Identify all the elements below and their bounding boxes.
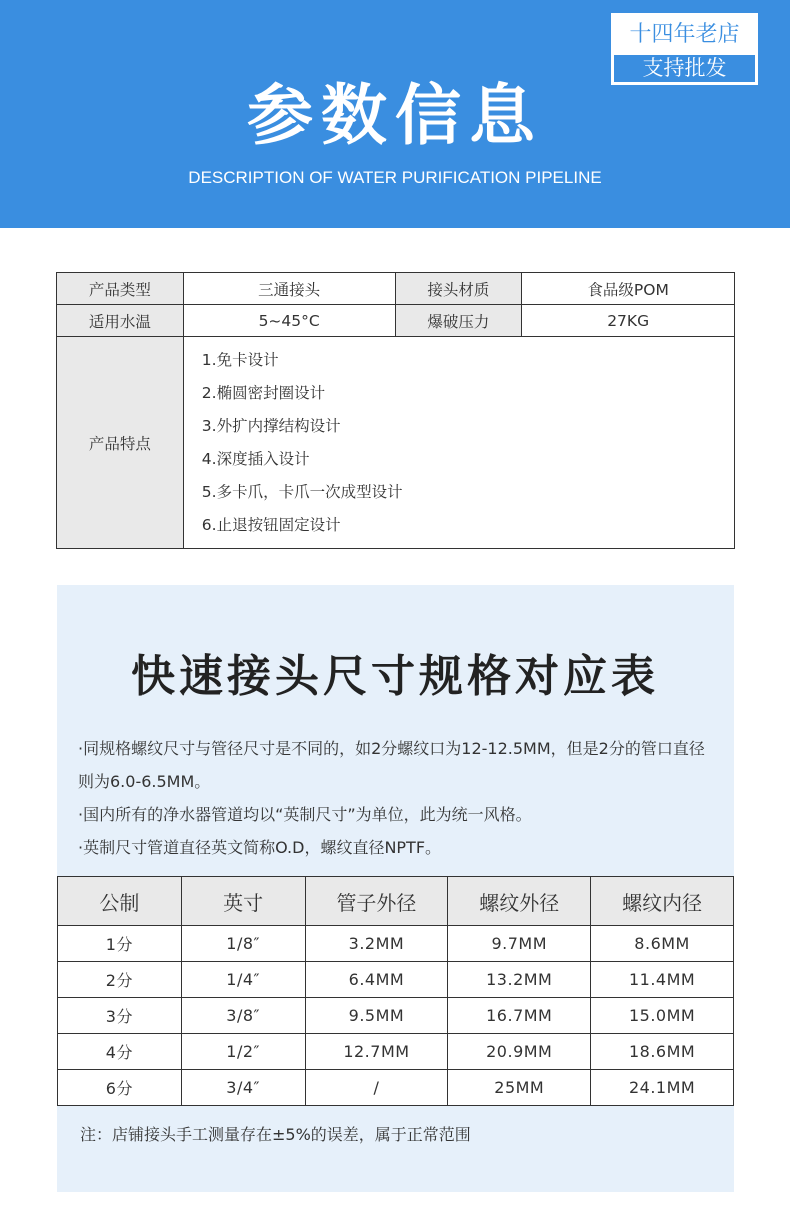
table-row [58, 962, 734, 998]
table-row [58, 998, 734, 1034]
table-cell: 15.0MM [591, 998, 734, 1034]
features-label: 产品特点 [57, 337, 184, 549]
note-text: ·国内所有的净水器管道均以“英制尺寸”为单位，此为统一风格。 [78, 805, 532, 824]
table-cell: 4分 [58, 1034, 182, 1070]
badge-bottom-text: 支持批发 [614, 55, 755, 82]
table-cell: 9.7MM [448, 926, 591, 962]
table-row [58, 926, 734, 962]
table-row [57, 305, 735, 337]
table-row [58, 1034, 734, 1070]
table-cell: 12.7MM [305, 1034, 448, 1070]
table-cell: 3.2MM [305, 926, 448, 962]
table-cell: 11.4MM [591, 962, 734, 998]
table-cell: 1/2″ [181, 1034, 305, 1070]
column-header: 螺纹外径 [448, 877, 591, 926]
banner-title: 参数信息 [247, 77, 543, 154]
table-cell: 2分 [58, 962, 182, 998]
column-header: 公制 [58, 877, 182, 926]
table-cell: 1/8″ [181, 926, 305, 962]
list-item: 3.外扩内撑结构设计 [201, 417, 341, 435]
param-value: 食品级POM [522, 273, 735, 305]
footnote: 注：店铺接头手工测量存在±5%的误差，属于正常范围 [80, 1125, 471, 1144]
size-title: 快速接头尺寸规格对应表 [131, 651, 659, 702]
param-label: 接头材质 [395, 273, 522, 305]
table-cell: 25MM [448, 1070, 591, 1106]
table-row [57, 273, 735, 305]
size-table [57, 876, 734, 1106]
note-text: ·同规格螺纹尺寸与管径尺寸是不同的，如2分螺纹口为12-12.5MM，但是2分的管口直径则为6.0-6.5MM。 [78, 739, 705, 791]
list-item: 1.免卡设计 [201, 351, 279, 369]
param-value: 三通接头 [183, 273, 395, 305]
table-row [57, 337, 735, 549]
table-cell: 24.1MM [591, 1070, 734, 1106]
badge-top-text: 十四年老店 [629, 22, 740, 47]
table-cell: 16.7MM [448, 998, 591, 1034]
features-list [184, 337, 734, 548]
param-label: 爆破压力 [395, 305, 522, 337]
column-header: 管子外径 [305, 877, 448, 926]
list-item: 6.止退按钮固定设计 [201, 516, 341, 534]
table-cell: 3分 [58, 998, 182, 1034]
param-table [56, 272, 735, 549]
param-value: 27KG [522, 305, 735, 337]
table-cell: 20.9MM [448, 1034, 591, 1070]
list-item: 5.多卡爪，卡爪一次成型设计 [201, 483, 403, 501]
table-cell: 18.6MM [591, 1034, 734, 1070]
table-cell: 13.2MM [448, 962, 591, 998]
table-cell: 6分 [58, 1070, 182, 1106]
param-label: 产品类型 [57, 273, 184, 305]
table-cell: / [305, 1070, 448, 1106]
column-header: 英寸 [181, 877, 305, 926]
table-cell: 9.5MM [305, 998, 448, 1034]
features-cell [183, 337, 734, 549]
table-cell: 1分 [58, 926, 182, 962]
banner-subtitle: DESCRIPTION OF WATER PURIFICATION PIPELINE [188, 168, 602, 187]
param-value: 5~45°C [183, 305, 395, 337]
table-cell: 3/4″ [181, 1070, 305, 1106]
table-row [58, 1070, 734, 1106]
list-item: 4.深度插入设计 [201, 450, 310, 468]
note-text: ·英制尺寸管道直径英文简称O.D，螺纹直径NPTF。 [78, 838, 442, 857]
table-cell: 8.6MM [591, 926, 734, 962]
header-banner [0, 0, 790, 228]
table-cell: 6.4MM [305, 962, 448, 998]
notes [78, 732, 718, 864]
table-header-row [58, 877, 734, 926]
param-label: 适用水温 [57, 305, 184, 337]
table-cell: 1/4″ [181, 962, 305, 998]
table-cell: 3/8″ [181, 998, 305, 1034]
list-item: 2.椭圆密封圈设计 [201, 384, 326, 402]
column-header: 螺纹内径 [591, 877, 734, 926]
